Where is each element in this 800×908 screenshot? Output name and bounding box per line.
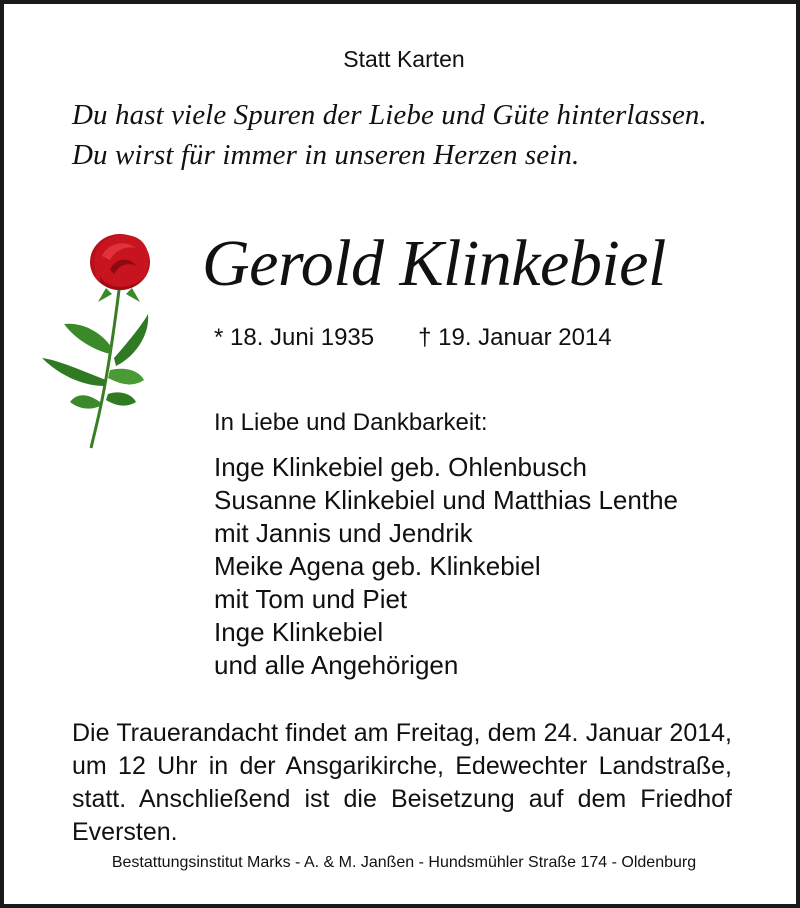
life-dates <box>214 324 612 352</box>
mourner-line: und alle Angehörigen <box>214 650 459 680</box>
mourner-line: mit Tom und Piet <box>214 584 408 614</box>
motto-line-2: Du wirst für immer in unseren Herzen sein. <box>72 139 580 171</box>
motto-line-1: Du hast viele Spuren der Liebe und Güte hinterlassen. <box>72 99 707 131</box>
deceased-name: Gerold Klinkebiel <box>202 227 666 300</box>
mourner-line: Meike Agena geb. Klinkebiel <box>214 551 541 581</box>
mourners-list <box>214 451 678 682</box>
header-statt-karten: Statt Karten <box>343 46 465 72</box>
service-notice: Die Trauerandacht findet am Freitag, dem 24. Januar 2014, um 12 Uhr in der Ansgarikirche, Edewechter Landstraße, statt. Anschließend ist die Beisetzung auf dem Friedhof Eversten. <box>72 719 732 846</box>
death-date: † 19. Januar 2014 <box>418 324 612 351</box>
birth-date: * 18. Juni 1935 <box>214 324 375 351</box>
mourner-line: Inge Klinkebiel <box>214 617 384 647</box>
mourner-line: mit Jannis und Jendrik <box>214 518 473 548</box>
mourner-line: Inge Klinkebiel geb. Ohlenbusch <box>214 452 587 482</box>
mourner-line: Susanne Klinkebiel und Matthias Lenthe <box>214 485 678 515</box>
funeral-home-footer: Bestattungsinstitut Marks - A. & M. Janßen - Hundsmühler Straße 174 - Oldenburg <box>111 854 697 871</box>
mourners-intro: In Liebe und Dankbarkeit: <box>214 409 488 436</box>
red-rose-icon <box>40 230 166 452</box>
